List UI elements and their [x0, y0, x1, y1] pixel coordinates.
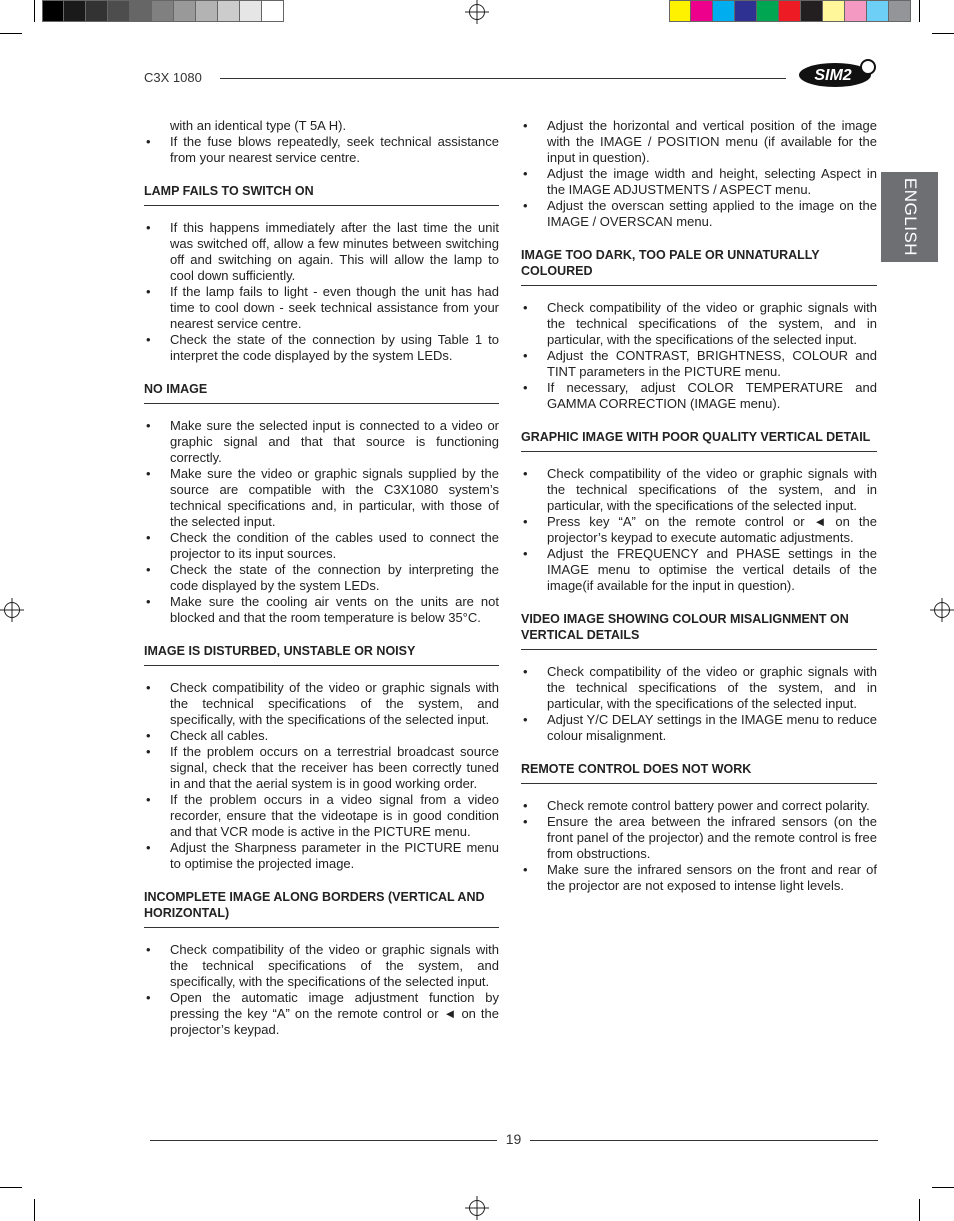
- section-rule: [521, 285, 877, 286]
- registration-target-icon: [4, 602, 20, 618]
- color-swatch: [889, 0, 911, 22]
- color-swatch: [757, 0, 779, 22]
- crop-mark: [919, 1199, 920, 1221]
- crop-mark: [919, 0, 920, 22]
- section-list: [144, 220, 499, 364]
- list-item: • Adjust the overscan setting applied to the image on the IMAGE / OVERSCAN menu.: [521, 198, 877, 230]
- list-item: • Open the automatic image adjustment function by pressing the key “A” on the remote control or ◄ on the projector’s keypad.: [144, 990, 499, 1038]
- color-swatch: [845, 0, 867, 22]
- language-tab-label: ENGLISH: [900, 177, 920, 257]
- color-registration-strip: [669, 0, 911, 23]
- right-sections: [521, 247, 877, 894]
- list-item: • Check compatibility of the video or graphic signals with the technical specifications of the system, and in particular, with the specifications of the selected input.: [521, 300, 877, 348]
- svg-text:SIM2: SIM2: [814, 67, 852, 84]
- section-rule: [144, 927, 499, 928]
- section-list: [521, 664, 877, 744]
- color-swatch: [669, 0, 691, 22]
- list-item: • Check all cables.: [144, 728, 499, 744]
- gray-swatch: [108, 0, 130, 22]
- gray-swatch: [152, 0, 174, 22]
- list-item: • Check the state of the connection by interpreting the code displayed by the system LEDs.: [144, 562, 499, 594]
- list-item: • Check compatibility of the video or graphic signals with the technical specifications of the system, and specifically, with the specifications of the selected input.: [144, 680, 499, 728]
- color-swatch: [779, 0, 801, 22]
- section-list: [521, 798, 877, 894]
- list-item: • Check compatibility of the video or graphic signals with the technical specifications of the system, and in particular, with the specifications of the selected input.: [521, 664, 877, 712]
- list-item: • If the problem occurs on a terrestrial broadcast source signal, check that the receiver has been correctly tuned in and that the aerial system is in good working order.: [144, 744, 499, 792]
- section-rule: [521, 649, 877, 650]
- gray-swatch: [240, 0, 262, 22]
- section-heading: NO IMAGE: [144, 382, 208, 396]
- list-item: • Make sure the infrared sensors on the front and rear of the projector are not exposed to intense light levels.: [521, 862, 877, 894]
- section-rule: [144, 665, 499, 666]
- crop-mark: [932, 1187, 954, 1188]
- gray-swatch: [174, 0, 196, 22]
- page-number: 19: [505, 1131, 522, 1147]
- section-heading: LAMP FAILS TO SWITCH ON: [144, 184, 314, 198]
- intro-paragraph: with an identical type (T 5A H).: [170, 118, 347, 133]
- list-item: • Check compatibility of the video or graphic signals with the technical specifications of the system, and specifically, with the specifications of the selected input.: [144, 942, 499, 990]
- color-swatch: [735, 0, 757, 22]
- crop-mark: [932, 33, 954, 34]
- header-rule: [220, 78, 786, 79]
- grayscale-registration-strip: [42, 0, 284, 23]
- footer-rule: [530, 1140, 878, 1141]
- section-rule: [144, 403, 499, 404]
- language-tab: [881, 172, 938, 262]
- gray-swatch: [218, 0, 240, 22]
- list-item: • Make sure the cooling air vents on the units are not blocked and that the room temperature is below 35°C.: [144, 594, 499, 626]
- list-item: • If the fuse blows repeatedly, seek technical assistance from your nearest service centre.: [144, 134, 499, 166]
- gray-swatch: [130, 0, 152, 22]
- list-item: • Adjust the horizontal and vertical position of the image with the IMAGE / POSITION menu (if available for the input in question).: [521, 118, 877, 166]
- list-item: • Adjust the Sharpness parameter in the PICTURE menu to optimise the projected image.: [144, 840, 499, 872]
- header-model-name: C3X 1080: [144, 70, 202, 85]
- right-column: [521, 118, 877, 894]
- crop-mark: [0, 1187, 22, 1188]
- list-item: • Ensure the area between the infrared sensors (on the front panel of the projector) and the remote control is free from obstructions.: [521, 814, 877, 862]
- gray-swatch: [196, 0, 218, 22]
- section-heading: GRAPHIC IMAGE WITH POOR QUALITY VERTICAL DETAIL: [521, 430, 871, 444]
- section-heading: IMAGE IS DISTURBED, UNSTABLE OR NOISY: [144, 644, 416, 658]
- footer-rule: [150, 1140, 497, 1141]
- list-item: • Adjust the CONTRAST, BRIGHTNESS, COLOUR and TINT parameters in the PICTURE menu.: [521, 348, 877, 380]
- section-list: [144, 418, 499, 626]
- registration-target-icon: [469, 4, 485, 20]
- section-heading: REMOTE CONTROL DOES NOT WORK: [521, 762, 752, 776]
- list-item: • Adjust the FREQUENCY and PHASE settings in the IMAGE menu to optimise the vertical details of the image(if available for the input in question).: [521, 546, 877, 594]
- list-item: • Make sure the video or graphic signals supplied by the source are compatible with the C3X1080 system’s technical specifications and, in particular, with those of the selected input.: [144, 466, 499, 530]
- color-swatch: [691, 0, 713, 22]
- crop-mark: [34, 0, 35, 22]
- list-item: • Check the condition of the cables used to connect the projector to its input sources.: [144, 530, 499, 562]
- color-swatch: [867, 0, 889, 22]
- crop-mark: [34, 1199, 35, 1221]
- section-list: [144, 942, 499, 1038]
- section-rule: [521, 451, 877, 452]
- list-item: • Check compatibility of the video or graphic signals with the technical specifications of the system, and in particular, with the specifications of the selected input.: [521, 466, 877, 514]
- color-swatch: [801, 0, 823, 22]
- list-item: • Check the state of the connection by using Table 1 to interpret the code displayed by the system LEDs.: [144, 332, 499, 364]
- list-item: • If this happens immediately after the last time the unit was switched off, allow a few minutes between switching off and switching on again. This will allow the lamp to cool down sufficiently.: [144, 220, 499, 284]
- section-rule: [521, 783, 877, 784]
- registration-target-icon: [469, 1200, 485, 1216]
- section-list: [144, 680, 499, 872]
- list-item: • If the problem occurs in a video signal from a video recorder, ensure that the videotape is in good condition and that VCR mode is active in the PICTURE menu.: [144, 792, 499, 840]
- section-heading: VIDEO IMAGE SHOWING COLOUR MISALIGNMENT ON VERTICAL DETAILS: [521, 612, 849, 642]
- section-list: [521, 300, 877, 412]
- section-heading: INCOMPLETE IMAGE ALONG BORDERS (VERTICAL AND HORIZONTAL): [144, 890, 485, 920]
- crop-mark: [0, 33, 22, 34]
- left-column: [144, 118, 499, 1038]
- gray-swatch: [64, 0, 86, 22]
- list-item: • If necessary, adjust COLOR TEMPERATURE and GAMMA CORRECTION (IMAGE menu).: [521, 380, 877, 412]
- list-item: • Make sure the selected input is connected to a video or graphic signal and that that source is functioning correctly.: [144, 418, 499, 466]
- list-item: • Check remote control battery power and correct polarity.: [521, 798, 877, 814]
- section-rule: [144, 205, 499, 206]
- list-item: • Press key “A” on the remote control or ◄ on the projector’s keypad to execute automatic adjustments.: [521, 514, 877, 546]
- gray-swatch: [86, 0, 108, 22]
- sim2-multimedia-logo: [798, 58, 876, 88]
- color-swatch: [823, 0, 845, 22]
- color-swatch: [713, 0, 735, 22]
- list-item: • Adjust the image width and height, selecting Aspect in the IMAGE ADJUSTMENTS / ASPECT menu.: [521, 166, 877, 198]
- gray-swatch: [42, 0, 64, 22]
- section-list: [521, 466, 877, 594]
- registration-target-icon: [934, 602, 950, 618]
- gray-swatch: [262, 0, 284, 22]
- list-item: • If the lamp fails to light - even though the unit has had time to cool down - seek technical assistance from your nearest service centre.: [144, 284, 499, 332]
- intro-list: [144, 134, 499, 166]
- section-heading: IMAGE TOO DARK, TOO PALE OR UNNATURALLY COLOURED: [521, 248, 820, 278]
- left-sections: [144, 183, 499, 1038]
- list-item: • Adjust Y/C DELAY settings in the IMAGE menu to reduce colour misalignment.: [521, 712, 877, 744]
- intro-list: [521, 118, 877, 230]
